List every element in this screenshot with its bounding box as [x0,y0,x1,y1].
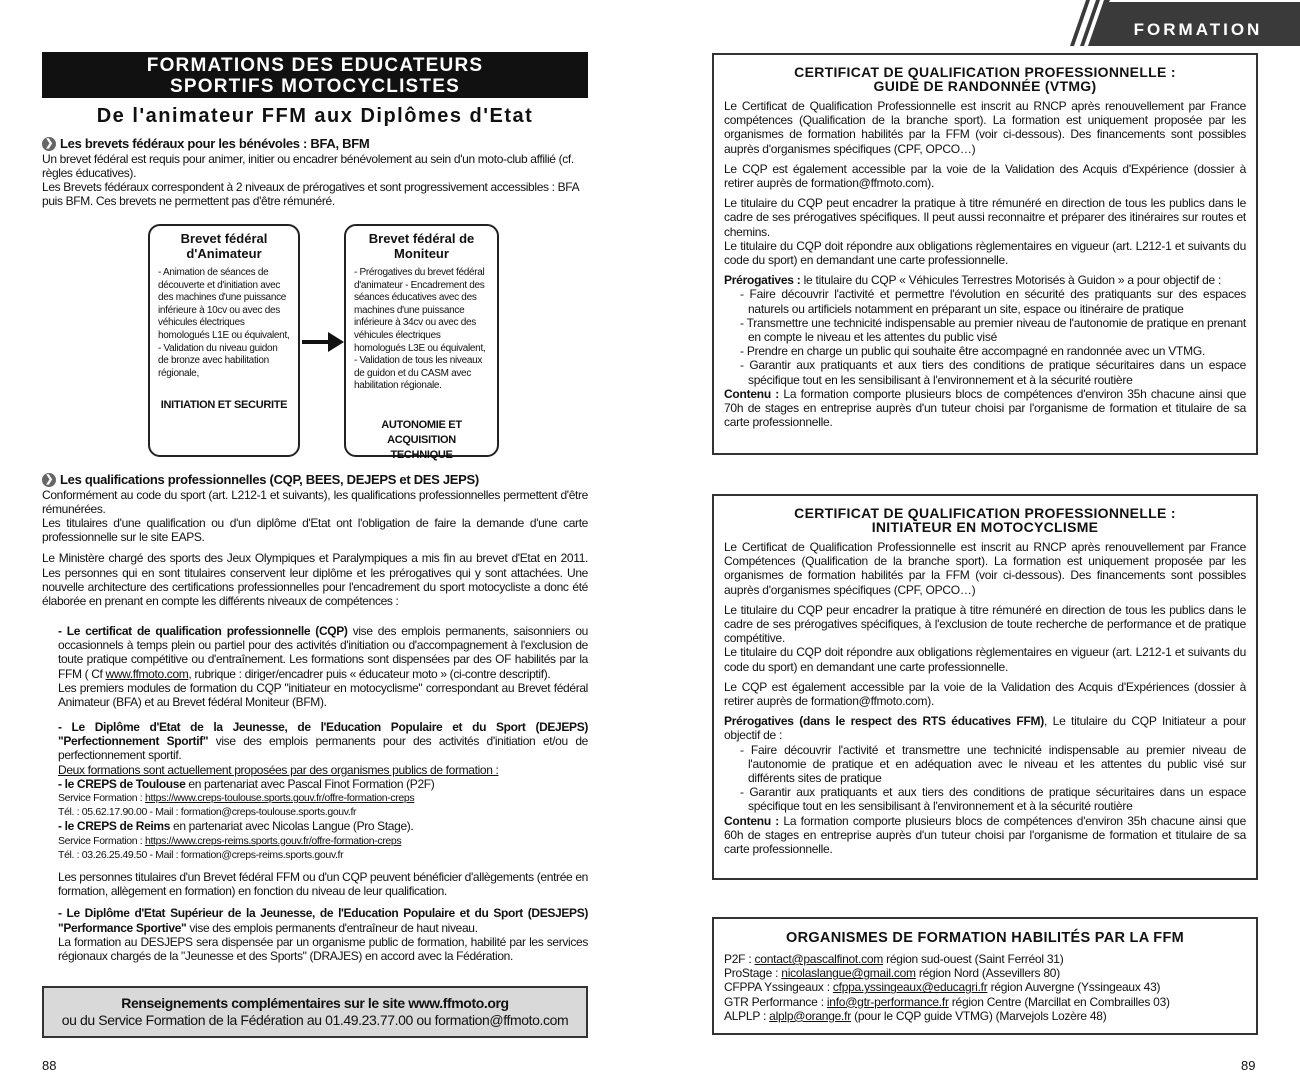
list-item [724,952,1246,966]
initiateur-contenu [724,814,1246,857]
brevets-p1: Un brevet fédéral est requis pour animer, initier ou encadrer bénévolement au sein d'un moto-club affilié (cf. règles éducatives). [42,151,574,180]
list-item: - Prendre en charge un public qui souhaite être accompagné en randonnée avec un VTMG. [740,344,1206,359]
org-email-link[interactable]: cfppa.yssingeaux@educagri.fr [832,980,988,995]
desjeps-paragraph [58,906,588,934]
initiateur-prerogatives-list [724,743,1246,814]
reims-lead: - le CREPS de Reims [58,819,171,834]
page-number-right: 89 [1241,1058,1256,1073]
info-line-1: Renseignements complémentaires sur le site www.ffmoto.org [121,995,509,1011]
bfm-box [344,224,499,461]
toulouse-service-label: Service Formation : [58,792,145,805]
vtmg-contenu-text: La formation comporte plusieurs blocs de compétences d'environ 35h chacune ainsi que 70h de stages en entreprise auprès d'un tuteur choisi par l'organisme de formation et titulaire de sa carte professionnelle. [724,386,1246,430]
list-item: - Garantir aux pratiquants et aux tiers des conditions de pratique sécuritaires dans un espace spécifique tout en les sensibilisant à l'environnement et à la sécurité routière [740,785,1246,814]
org-region: région Centre (Marcillat en Combrailles 03) [948,994,1170,1009]
reims-tel: Tél. : 03.26.25.49.50 - Mail : formation@creps-reims.sports.gouv.fr [58,848,344,861]
initiateur-p3: Le titulaire du CQP doit répondre aux obligations règlementaires en vigueur (art. L212-1 et suivants du code du sport) en demandant une carte professionnelle. [724,645,1246,674]
list-item [724,980,1246,994]
org-email-link[interactable]: contact@pascalfinot.com [754,952,884,966]
cqp-initiateur-box [712,494,1258,880]
qualifications-heading [42,472,588,488]
ffmoto-link[interactable]: www.ffmoto.com [105,666,189,681]
initiateur-title-1: CERTIFICAT DE QUALIFICATION PROFESSIONNELLE : [794,505,1176,521]
desjeps-paragraph-2: La formation au DESJEPS sera dispensée par un organisme public de formation, habilité par les services régionaux chargés de la "Jeunesse et des Sports" (DRAJES) en accord avec la Fédération. [58,934,588,964]
initiateur-title-2: INITIATEUR EN MOTOCYCLISME [871,519,1099,535]
initiateur-p2: Le titulaire du CQP peur encadrer la pratique à titre rémunéré en direction de tous les publics dans le cadre de ses prérogatives spécifiques, à l'exclusion de toute recherche de performance et de pratique compétitive. [724,602,1246,646]
initiateur-contenu-text: La formation comporte plusieurs blocs de compétences d'environ 35h chacune ainsi que 60h de stages en entreprise auprès d'un tuteur choisi par l'organisme de formation et titulaire de sa carte professionnelle. [724,813,1246,857]
organismes-list [724,952,1246,1023]
dejeps-lead: - Le Diplôme d'Etat de la Jeunesse, de l'Education Populaire et du Sport (DEJEPS) "Perfectionnement Sportif" [58,720,588,749]
arrow-bullet-icon: ❯ [42,137,56,151]
bfm-title: Brevet fédéral de Moniteur [368,231,475,261]
list-item: - Garantir aux pratiquants et aux tiers des conditions de pratique sécuritaires dans un espace spécifique tout en les sensibilisant à l'environnement et à la sécurité routière [740,358,1246,387]
desjeps-text: vise des emplois permanents d'entraîneur de haut niveau. [186,920,478,935]
initiateur-prer-lead: Prérogatives (dans le respect des RTS éducatives FFM) [724,714,1045,729]
section-qualifications [42,472,588,608]
info-box [42,986,588,1038]
formation-label: FORMATION [1133,20,1263,39]
org-name: CFPPA Yssingeaux : [724,980,833,995]
reims-text: en partenariat avec Nicolas Langue (Pro Stage). [170,819,414,834]
org-email-link[interactable]: info@gtr-performance.fr [826,994,949,1009]
left-subtitle: De l'animateur FFM aux Diplômes d'Etat [96,105,534,127]
list-item: - Faire découvrir l'activité et transmettre une technicité indispensable au premier niveau de l'autonomie de pratique et en adéquation avec le niveau et les attentes du public visé sur différents sites de pratique [740,742,1246,786]
dejeps-text: vise des emplois permanents pour des activités d'initiation et/ou de perfectionnement sportif. [58,734,588,763]
formation-section-banner [1066,0,1300,46]
org-region: (pour le CQP guide VTMG) (Marvejols Lozère 48) [850,1008,1107,1023]
bfa-description: - Animation de séances de découverte et d'initiation avec des machines d'une puissance inférieure à 10cv ou avec des véhicules électriques homologués L1E ou équivalent, - Validation du niveau guidon de bronze avec habilitation régionale, [158,267,290,379]
brevets-heading [42,136,588,152]
allegement-paragraph: Les personnes titulaires d'un Brevet fédéral FFM ou d'un CQP peuvent bénéficier d'allègements (entrée en formation, allègement en formation) en fonction du niveau de leur qualification. [58,870,588,899]
organismes-box [712,917,1258,1035]
arrow-right-icon [300,328,346,356]
reims-service [58,834,588,848]
org-name: ProStage : [724,966,782,981]
org-name: ALPLP : [724,1008,770,1023]
vtmg-p4: Le titulaire du CQP doit répondre aux obligations règlementaires en vigueur (art. L212-1 et suivants du code du sport) en demandant une carte professionnelle. [724,238,1246,268]
bfm-description: - Prérogatives du brevet fédéral d'animateur - Encadrement des séances éducatives avec des machines d'une puissance inférieure à 34cv ou avec des véhicules électriques homologués L3E ou équivalent, - Validation de tous les niveaux de guidon et du CASM avec habilitation régionale. [354,267,486,392]
arrow-bullet-icon: ❯ [42,473,56,487]
initiateur-p4: Le CQP est également accessible par la voie de la Validation des Acquis d'Expériences (dossier à retirer auprès de formation@ffmoto.com). [724,679,1246,709]
initiateur-prerogatives [724,714,1246,742]
bfm-footer: AUTONOMIE ET ACQUISITION TECHNIQUE [381,419,462,461]
list-item [724,1009,1246,1023]
dejeps-paragraph [58,720,588,763]
dejeps-block [58,720,588,963]
page-number-left: 88 [42,1058,57,1073]
initiateur-p1: Le Certificat de Qualification Professionnelle est inscrit au RNCP après renouvellement par France Compétences (Qualification de la branche sport). La formation est uniquement proposée par les organismes de formation habilités par la FFM (voir ci-dessous). Des financements sont possibles auprès d'organismes spécifiques (CPF, OPCO…) [724,540,1246,597]
org-email-link[interactable]: nicolaslangue@gmail.com [781,966,916,981]
org-region: région Auvergne (Yssingeaux 43) [987,980,1161,995]
title-line-2: SPORTIFS MOTOCYCLISTES [170,76,460,97]
initiateur-contenu-lead: Contenu : [724,813,780,828]
qualif-p3: Le Ministère chargé des sports des Jeux Olympiques et Paralympiques a mis fin au brevet d'Etat en 2011. Les personnes qui en sont titulaires conservent leur diplôme et les prérogatives qui y sont attachées. Une nouvelle architecture des certifications professionnelles pour l'encadrement du sport motocycliste a donc été élaborée en prenant en compte les différents niveaux de compétences : [42,551,588,609]
brevets-heading-text: Les brevets fédéraux pour les bénévoles : BFA, BFM [60,136,370,151]
list-item [724,995,1246,1009]
toulouse-text: en partenariat avec Pascal Finot Formation (P2F) [185,776,435,791]
org-name: P2F : [724,952,755,966]
reims-service-label: Service Formation : [58,834,145,847]
vtmg-prerogatives [724,273,1246,287]
toulouse-tel: Tél. : 05.62.17.90.00 - Mail : formation@creps-toulouse.sports.gouv.fr [58,806,357,819]
cqp-vtmg-box [712,53,1258,455]
vtmg-contenu-lead: Contenu : [724,386,780,401]
qualifications-heading-text: Les qualifications professionnelles (CQP, BEES, DEJEPS et DES JEPS) [60,472,479,487]
initiateur-prer-text: , Le titulaire du CQP Initiateur a pour objectif de : [724,714,1247,743]
vtmg-p2: Le CQP est également accessible par la voie de la Validation des Acquis d'Expérience (dossier à retirer auprès de formation@ffmoto.com). [724,161,1246,191]
dejeps-underlined: Deux formations sont actuellement proposées par des organismes publics de formation : [58,762,499,777]
reims-url-link[interactable]: https://www.creps-reims.sports.gouv.fr/offre-formation-creps [144,834,402,847]
list-item: - Transmettre une technicité indispensable au premier niveau de l'autonomie de pratique en prenant en compte le niveau et les attentes du public visé [740,315,1246,345]
vtmg-prerogatives-list [724,287,1246,386]
vtmg-prer-text: le titulaire du CQP « Véhicules Terrestres Motorisés à Guidon » a pour objectif de : [800,273,1222,288]
vtmg-p3: Le titulaire du CQP peut encadrer la pratique à titre rémunéré en direction de tous les publics dans le cadre de ses prérogatives spécifiques. Il peut aussi reconnaitre et préparer des itinéraires sur routes et chemins. [724,196,1246,239]
cqp-paragraph-2: Les premiers modules de formation du CQP "initiateur en motocyclisme" correspondant au Brevet fédéral Animateur (BFA) et au Brevet fédéral Moniteur (BFM). [58,680,588,710]
org-region: région sud-ouest (Saint Ferréol 31) [883,952,1064,966]
vtmg-title-2: GUIDE DE RANDONNÉE (VTMG) [873,78,1097,94]
cqp-paragraph [58,624,588,681]
list-item [724,966,1246,980]
org-name: GTR Performance : [724,994,827,1009]
vtmg-contenu [724,387,1246,430]
left-title-banner [42,52,588,98]
vtmg-p1: Le Certificat de Qualification Professionnelle est inscrit au RNCP après renouvellement par France compétences (Qualification de la branche sport). La formation est uniquement proposée par les organismes de formation habilités par la FFM (voir ci-dessous). Des financements sont possibles auprès d'organismes spécifiques (CPF, OPCO…) [724,99,1246,156]
org-region: région Nord (Assevillers 80) [915,966,1060,981]
cqp-lead: - Le certificat de qualification professionnelle (CQP) [58,624,348,638]
organismes-title: ORGANISMES DE FORMATION HABILITÉS PAR LA FFM [786,930,1184,946]
bfa-box [148,224,300,457]
qualif-p2: Les titulaires d'une qualification ou d'un diplôme d'Etat ont l'obligation de faire la demande d'une carte professionnelle sur le site EAPS. [42,516,588,545]
title-line-1: FORMATIONS DES EDUCATEURS [146,55,484,76]
list-item: - Faire découvrir l'activité et permettre l'évolution en sécurité des pratiquants sur des espaces naturels ou artificiels notamment en préparant un site, espace ou itinéraire de pratique [740,287,1246,316]
bfa-footer: INITIATION ET SECURITE [160,399,288,411]
cqp-block [58,624,588,709]
qualif-p1: Conformément au code du sport (art. L212-1 et suivants), les qualifications professionnelles permettent d'être rémunérées. [42,487,588,516]
section-brevets [42,136,588,208]
brevets-p2: Les Brevets fédéraux correspondent à 2 niveaux de prérogatives et sont progressivement accessibles : BFA puis BFM. Ces brevets ne permettent pas d'être rémunéré. [42,180,579,209]
desjeps-lead: - Le Diplôme d'Etat Supérieur de la Jeunesse, de l'Education Populaire et du Sport (DESJEPS) "Performance Sportive" [58,906,588,935]
toulouse-service [58,791,588,805]
info-line-2: ou du Service Formation de la Fédération au 01.49.23.77.00 ou formation@ffmoto.com [61,1012,569,1028]
toulouse-line [58,777,588,791]
vtmg-title-1: CERTIFICAT DE QUALIFICATION PROFESSIONNELLE : [794,64,1176,80]
bfa-title: Brevet fédéral d'Animateur [180,231,268,261]
toulouse-lead: - le CREPS de Toulouse [58,776,186,791]
cqp-text: vise des emplois permanents, saisonniers ou occasionnels à temps plein ou partiel pour des activités d'initiation ou d'accompagnement à l'exclusion de toute pratique compétitive ou d'entraînement. Les formations sont dispensées par des OF habilités par la FFM ( Cf [58,624,588,681]
cqp-text-2: , rubrique : diriger/encadrer puis « éducateur moto » (ci-contre descriptif). [188,666,551,681]
toulouse-url-link[interactable]: https://www.creps-toulouse.sports.gouv.fr/offre-formation-creps [144,792,415,805]
vtmg-prer-lead: Prérogatives : [724,273,801,288]
reims-line [58,819,588,833]
org-email-link[interactable]: alplp@orange.fr [769,1008,851,1023]
